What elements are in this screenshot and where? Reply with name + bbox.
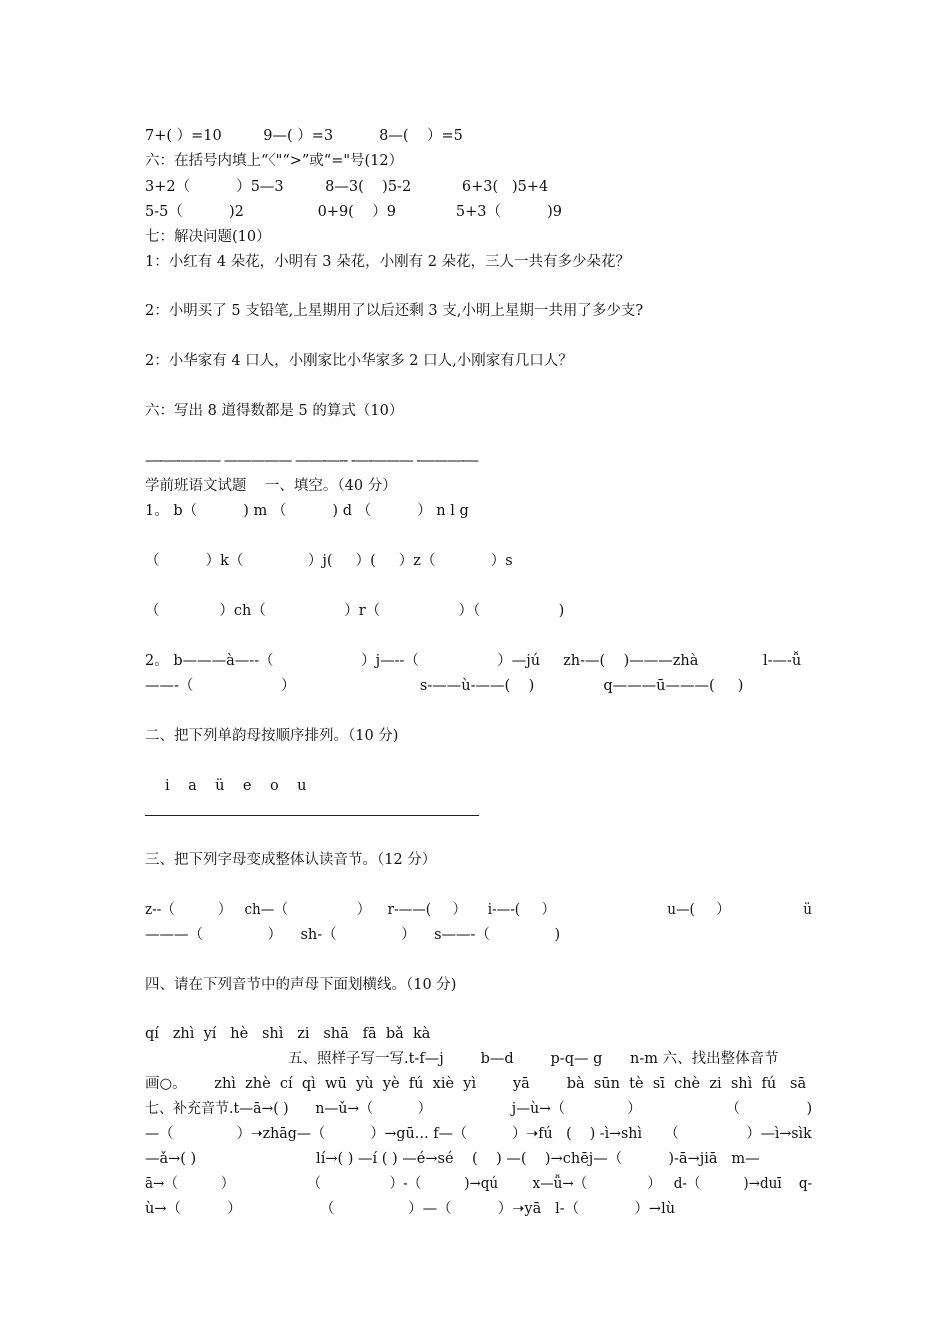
q2-row-2: ——-（ ） s-——ù-——( ) q———ū———( ) — [145, 678, 744, 694]
q7-problem-3: 2：小华家有 4 口人，小刚家比小华家多 2 口人,小刚家有几口人？ — [145, 353, 573, 369]
answer-blank-line: —-—-——— ————— ——-—-- -—-——— -———-— — [145, 453, 479, 469]
mixed-row-2: 画○。 zhì zhè cí qì wū yù yè fú xiè yì yā bà sūn tè sī chè zi shì fú sā — [145, 1076, 807, 1092]
mixed-row-6: ā→（ ） （ ）-（ )→qú x—ǚ→（ ） d-（ )→duī q- — [145, 1176, 813, 1192]
q7-problem-2: 2：小明买了 5 支铅笔,上星期用了以后还剩 3 支,小明上星期一共用了多少支? — [145, 303, 644, 319]
section-3-row-2: ———（ ） sh-（ ） s——-（ ) — [145, 927, 561, 943]
mixed-row-7: ù→（ ） （ ）—（ ）➝yā l-（ ）→lù — [145, 1201, 676, 1217]
q2-row-1: 2。 b———à—--（ ）j—--（ ）—jú zh-—( )———zhà l-—-ǚ — [145, 653, 802, 669]
q1-row-1: 1。 b（ ) m （ ) d （ ） n l g — [145, 503, 469, 519]
q8-title: 六：写出 8 道得数都是 5 的算式（10） — [145, 403, 404, 419]
mixed-row-4: —（ ）➝zhāg—（ ）→gū… f—（ ）➝fú ( ) -ì→shì （ ）—ì→sìk — [145, 1126, 812, 1142]
mixed-row-5: —ǎ→( ) lí→( ) —í ( ) —é→sé ( ) —( )→chēj—（ )-ā→jiā m— — [145, 1151, 760, 1167]
section-4-syllables: qí zhì yí hè shì zi shā fā bǎ kà — [145, 1026, 431, 1042]
q1-row-3: （ ）ch（ ）r（ ）（ ) — [145, 603, 565, 619]
section-4-title: 四、请在下列音节中的声母下面划横线。（10 分) — [145, 977, 457, 993]
section-2-title: 二、把下列单韵母按顺序排列。（10 分) — [145, 728, 399, 744]
q7-title: 七：解决问题(10） — [145, 229, 271, 245]
math-line-1: 7+( ）=10 9—( ）=3 8—( ）=5 — [145, 128, 463, 144]
chinese-header: 学前班语文试题 一、填空。（40 分） — [145, 478, 397, 494]
q6-title: 六：在括号内填上“〈"“>”或“="号(12） — [145, 153, 404, 169]
mixed-row-3: 七、补充音节.t—ā→( ) n—ǔ→（ ） j—ù→（ ） （ ) — [145, 1101, 813, 1117]
q7-problem-1: 1：小红有 4 朵花，小明有 3 朵花，小刚有 2 朵花，三人一共有多少朵花？ — [145, 254, 631, 270]
q6-row-2: 5-5（ )2 0+9( ）9 5+3（ )9 — [145, 204, 562, 220]
mixed-row-1: 五、照样子写一写.t-f—j b—d p-q— g n-m 六、找出整体音节 — [288, 1051, 779, 1067]
section-2-vowels: i a ü e o u — [165, 778, 307, 794]
section-3-title: 三、把下列字母变成整体认读音节。（12 分） — [145, 852, 437, 868]
q1-row-2: （ ）k（ ）j( ）( ）z（ ）s — [145, 553, 513, 569]
section-2-answer-line — [145, 815, 479, 816]
section-3-row-1: z--（ ） ch—（ ） r-——( ） i-—-( ） u—( ） ü — [145, 902, 812, 918]
q6-row-1: 3+2（ ）5—3 8—3( )5-2 6+3( )5+4 — [145, 179, 549, 195]
